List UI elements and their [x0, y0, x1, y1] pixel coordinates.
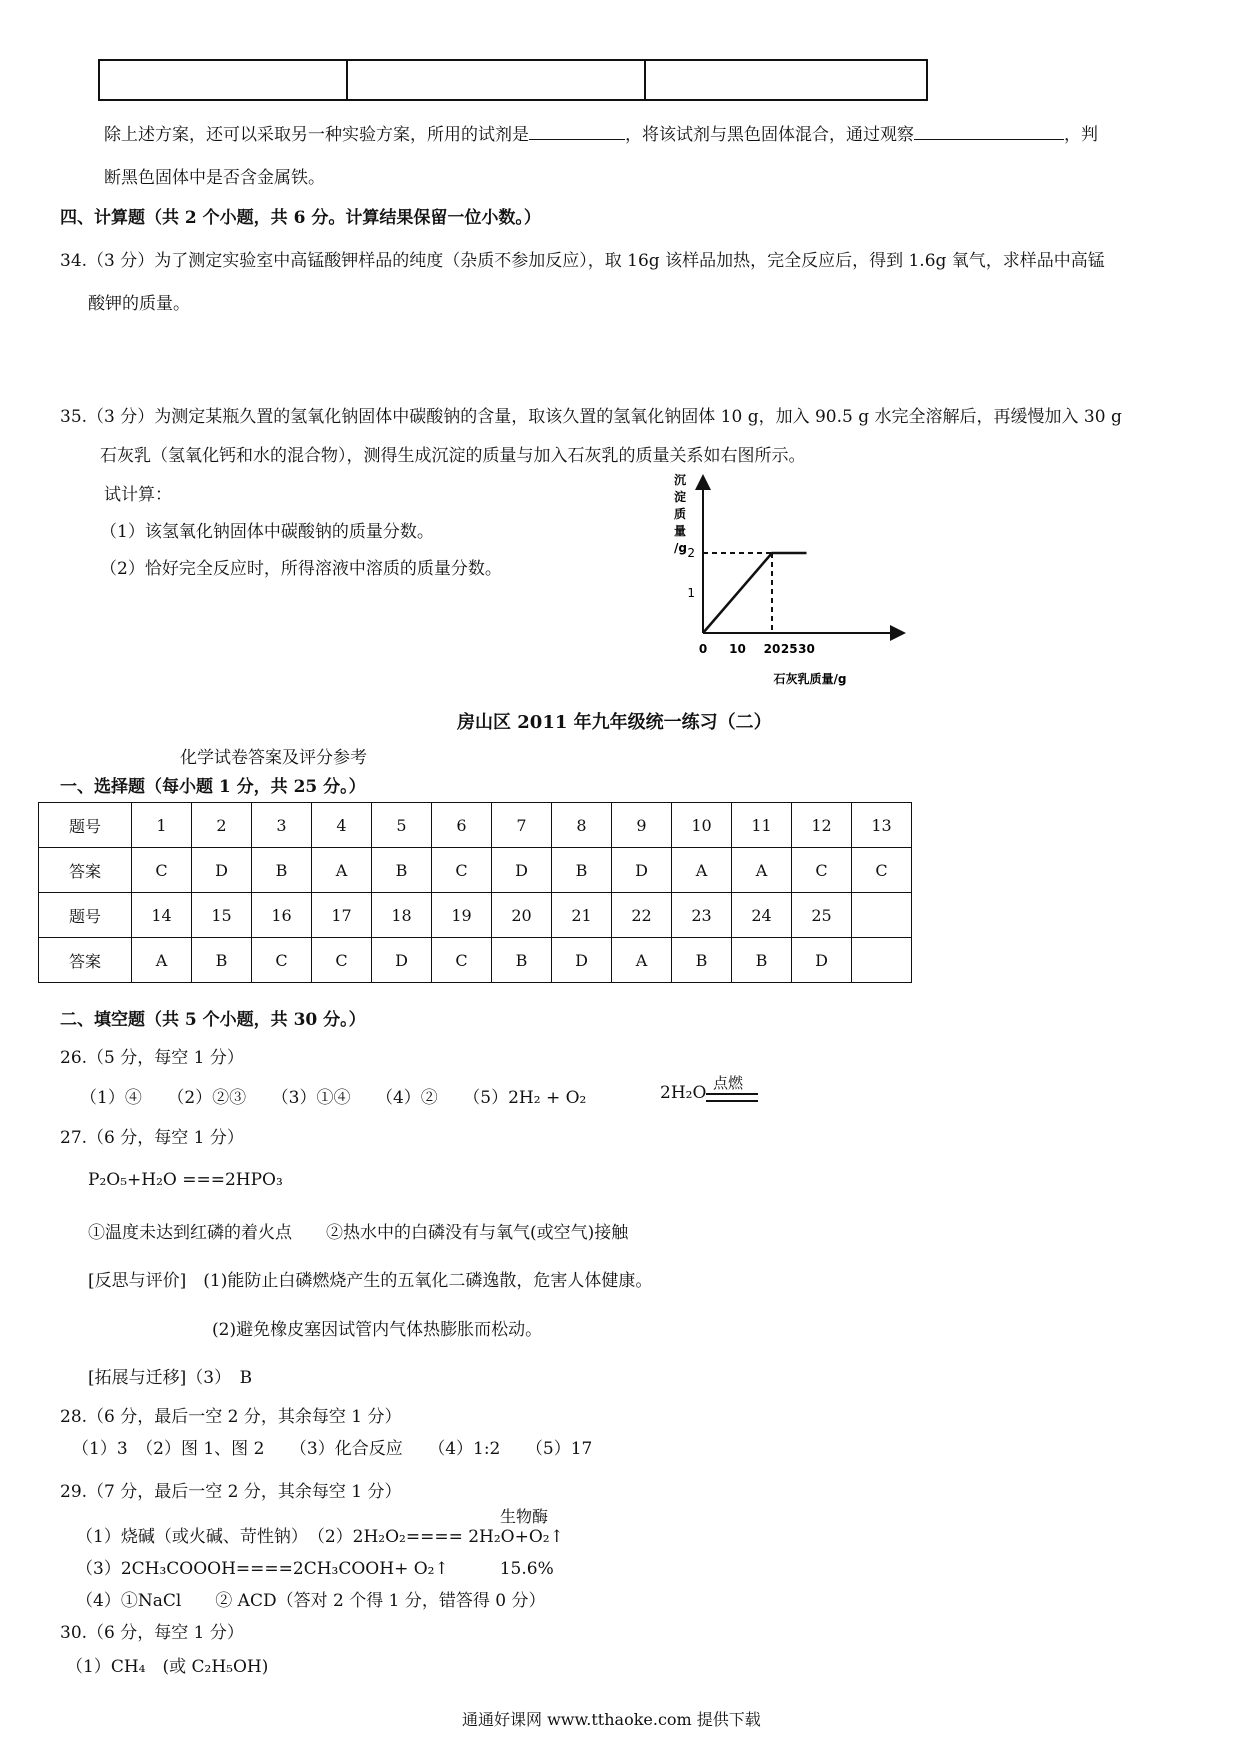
table-cell: D: [792, 938, 852, 983]
choice-answer-table: [38, 802, 912, 983]
table-cell: C: [312, 938, 372, 983]
table-cell: 5: [372, 803, 432, 848]
y-tick-label: 2: [687, 546, 695, 560]
q27-eval-2: (2)避免橡皮塞因试管内气体热膨胀而松动。: [212, 1320, 543, 1340]
table-cell: 2: [192, 803, 252, 848]
table-cell: A: [132, 938, 192, 983]
q29-line3: （4）①NaCl ② ACD（答对 2 个得 1 分，错答得 0 分）: [76, 1591, 546, 1611]
section3-tail-line2: 断黑色固体中是否含金属铁。: [104, 168, 325, 188]
table-cell: A: [612, 938, 672, 983]
table-cell: C: [432, 848, 492, 893]
answer-subtitle: 化学试卷答案及评分参考: [180, 748, 367, 768]
answer-row: [39, 938, 912, 983]
x-tick-label: 30: [798, 642, 815, 656]
q27-head: 27.（6 分，每空 1 分）: [60, 1128, 244, 1148]
row-label: 答案: [39, 848, 132, 893]
answer-blank: [529, 123, 625, 140]
table-cell: B: [552, 848, 612, 893]
table-cell: 11: [732, 803, 792, 848]
table-cell: 7: [492, 803, 552, 848]
q26-product: 2H₂O: [660, 1083, 707, 1103]
row-label: 题号: [39, 803, 132, 848]
table-cell: [852, 893, 912, 938]
table-cell: C: [792, 848, 852, 893]
table-cell: 14: [132, 893, 192, 938]
q30-line1: （1）CH₄ (或 C₂H₅OH): [66, 1657, 269, 1677]
question-number-row: [39, 893, 912, 938]
table-cell: [347, 60, 645, 100]
table-cell: B: [492, 938, 552, 983]
row-label: 题号: [39, 893, 132, 938]
q35-calc-label: 试计算：: [104, 485, 172, 505]
q29-catalyst: 生物酶: [500, 1507, 549, 1526]
table-cell: 4: [312, 803, 372, 848]
q28-answers: （1）3 （2）图 1、图 2 （3）化合反应 （4）1:2 （5）17: [72, 1439, 593, 1459]
row-label: 答案: [39, 938, 132, 983]
y-tick-label: 1: [687, 586, 695, 600]
table-cell: 23: [672, 893, 732, 938]
q27-equation: P₂O₅+H₂O ===2HPO₃: [88, 1170, 283, 1190]
section4-title: 四、计算题（共 2 个小题，共 6 分。计算结果保留一位小数。）: [60, 208, 541, 228]
table-cell: D: [612, 848, 672, 893]
table-cell: C: [852, 848, 912, 893]
table-cell: 9: [612, 803, 672, 848]
table-cell: [645, 60, 927, 100]
table-cell: 12: [792, 803, 852, 848]
table-cell: 19: [432, 893, 492, 938]
q29-line2: （3）2CH₃COOOH====2CH₃COOH+ O₂↑ 15.6%: [76, 1559, 554, 1579]
table-cell: 15: [192, 893, 252, 938]
x-tick-label: 25: [780, 642, 798, 656]
x-axis-label: 石灰乳质量/g: [773, 672, 847, 686]
table-cell: 6: [432, 803, 492, 848]
x-tick-label: 0: [698, 642, 708, 656]
x-tick-label: 20: [763, 642, 781, 656]
q26-condition: 点燃: [713, 1074, 744, 1092]
table-cell: B: [252, 848, 312, 893]
table-cell: 1: [132, 803, 192, 848]
table-cell: 25: [792, 893, 852, 938]
equals-sign: [706, 1093, 758, 1102]
top-table-fragment: [98, 59, 928, 101]
x-tick-label: 10: [729, 642, 746, 656]
q29-head: 29.（7 分，最后一空 2 分，其余每空 1 分）: [60, 1482, 402, 1502]
section1-title: 一、选择题（每小题 1 分，共 25 分。）: [60, 777, 366, 797]
y-axis-label: 量: [674, 524, 687, 538]
table-cell: A: [672, 848, 732, 893]
q34-line2: 酸钾的质量。: [88, 294, 190, 314]
table-cell: 8: [552, 803, 612, 848]
table-cell: C: [252, 938, 312, 983]
table-cell: [99, 60, 347, 100]
table-cell: C: [432, 938, 492, 983]
precipitate-chart: [670, 470, 920, 695]
q29-line1: （1）烧碱（或火碱、苛性钠） （2）2H₂O₂==== 2H₂O+O₂↑: [76, 1527, 564, 1547]
q28-head: 28.（6 分，最后一空 2 分，其余每空 1 分）: [60, 1407, 402, 1427]
q27-ext: [拓展与迁移]（3） B: [88, 1368, 253, 1388]
q26-head: 26.（5 分，每空 1 分）: [60, 1048, 244, 1068]
question-number-row: [39, 803, 912, 848]
table-cell: 17: [312, 893, 372, 938]
table-cell: 22: [612, 893, 672, 938]
y-axis-label: 淀: [674, 490, 687, 504]
table-cell: B: [192, 938, 252, 983]
table-cell: 3: [252, 803, 312, 848]
table-cell: A: [732, 848, 792, 893]
table-cell: 13: [852, 803, 912, 848]
q27-eval-1: [反思与评价] (1)能防止白磷燃烧产生的五氧化二磷逸散，危害人体健康。: [88, 1271, 653, 1291]
table-cell: D: [192, 848, 252, 893]
answer-row: [39, 848, 912, 893]
table-cell: 20: [492, 893, 552, 938]
q35-part2: （2）恰好完全反应时，所得溶液中溶质的质量分数。: [100, 559, 502, 579]
y-axis-label: 沉: [674, 473, 687, 487]
table-cell: D: [552, 938, 612, 983]
section2-title: 二、填空题（共 5 个小题，共 30 分。）: [60, 1010, 366, 1030]
data-series-line: [703, 553, 807, 633]
table-cell: 21: [552, 893, 612, 938]
table-cell: D: [492, 848, 552, 893]
q26-answers: （1）④ （2）②③ （3）①④ （4）② （5）2H₂ + O₂: [80, 1088, 587, 1108]
table-cell: D: [372, 938, 432, 983]
q35-line1: 35.（3 分）为测定某瓶久置的氢氧化钠固体中碳酸钠的含量，取该久置的氢氧化钠固体 10 g，加入 90.5 g 水完全溶解后，再缓慢加入 30 g: [60, 407, 1122, 427]
y-axis-label: 质: [674, 507, 687, 521]
table-cell: 18: [372, 893, 432, 938]
answer-title: 房山区 2011 年九年级统一练习（二）: [457, 712, 772, 733]
q35-line2: 石灰乳（氢氧化钙和水的混合物），测得生成沉淀的质量与加入石灰乳的质量关系如右图所示。: [100, 446, 806, 466]
table-cell: B: [372, 848, 432, 893]
table-cell: C: [132, 848, 192, 893]
section3-tail-line1: 除上述方案，还可以采取另一种实验方案，所用的试剂是 ，将该试剂与黑色固体混合，通过观察 ，判: [104, 125, 1098, 145]
answer-blank: [914, 123, 1064, 140]
q34-line1: 34.（3 分）为了测定实验室中高锰酸钾样品的纯度（杂质不参加反应），取 16g 该样品加热，完全反应后，得到 1.6g 氧气，求样品中高锰: [60, 251, 1105, 271]
q35-part1: （1）该氢氧化钠固体中碳酸钠的质量分数。: [100, 522, 434, 542]
table-cell: B: [732, 938, 792, 983]
table-cell: [852, 938, 912, 983]
q30-head: 30.（6 分，每空 1 分）: [60, 1623, 244, 1643]
table-cell: 10: [672, 803, 732, 848]
q27-reason: ①温度未达到红磷的着火点 ②热水中的白磷没有与氧气(或空气)接触: [88, 1223, 629, 1243]
table-cell: 16: [252, 893, 312, 938]
table-cell: A: [312, 848, 372, 893]
page-footer: 通通好课网 www.tthaoke.com 提供下载: [462, 1710, 761, 1729]
y-axis-label: /g: [674, 541, 687, 555]
table-cell: 24: [732, 893, 792, 938]
table-cell: B: [672, 938, 732, 983]
